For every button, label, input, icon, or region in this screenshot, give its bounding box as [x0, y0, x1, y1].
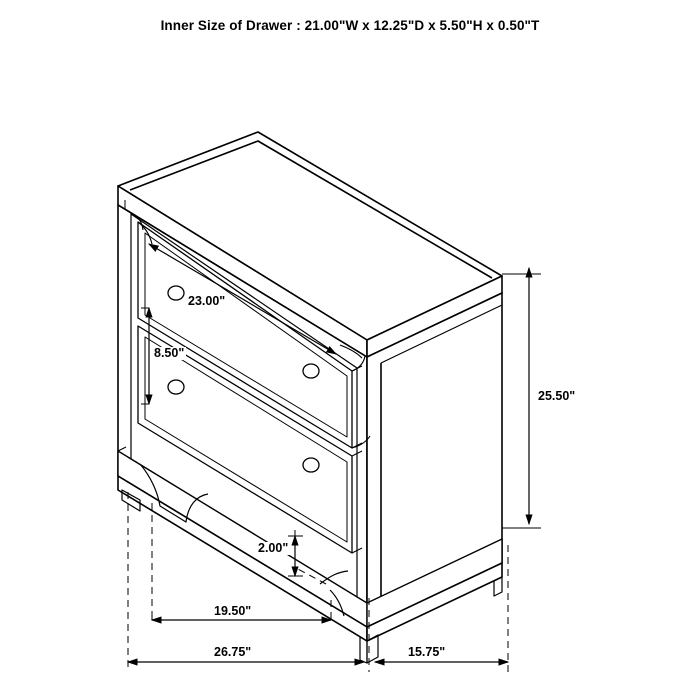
dimension-label-drawer-top-width: 23.00" [188, 294, 226, 308]
dimension-label-base-front-width: 19.50" [214, 604, 252, 618]
pull-lower-left [168, 380, 184, 394]
pull-lower-right [303, 458, 319, 472]
dimension-label-overall-depth: 15.75" [408, 645, 446, 659]
dimension-label-toe-kick-height: 2.00" [258, 541, 289, 555]
dimension-label-overall-width: 26.75" [214, 645, 252, 659]
furniture-body [118, 132, 502, 663]
dimension-label-drawer-stack-height: 8.50" [154, 346, 185, 360]
page-title: Inner Size of Drawer : 21.00"W x 12.25"D x 5.50"H x 0.50"T [160, 18, 540, 33]
pull-upper-right [303, 364, 319, 378]
pull-upper-left [168, 286, 184, 300]
dimension-label-overall-height: 25.50" [538, 389, 576, 403]
